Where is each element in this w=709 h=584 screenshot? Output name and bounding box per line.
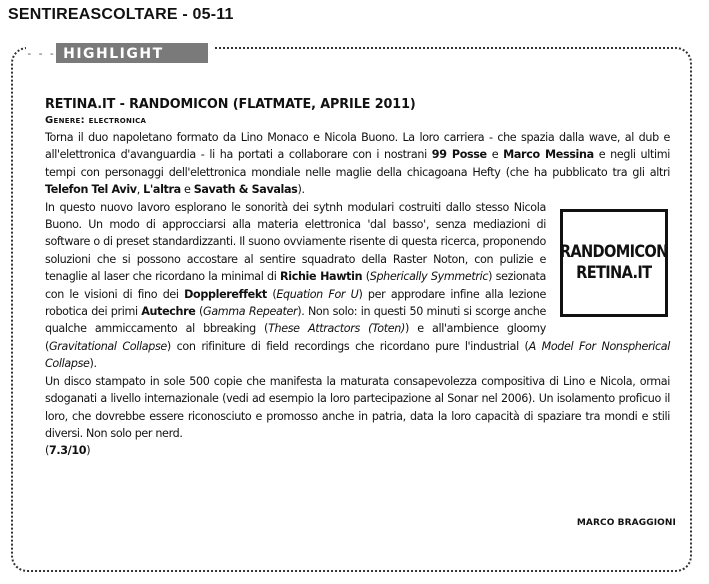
tab-label: HIGHLIGHT (56, 43, 208, 63)
review-content (45, 96, 670, 460)
review-score: (7.3/10) (45, 444, 91, 458)
review-genre: Genere: electronica (45, 115, 147, 126)
cover-line-1: RANDOMICON (560, 241, 668, 262)
album-cover-image (560, 209, 668, 317)
paragraph-3: Un disco stampato in sole 500 copie che manifesta la maturata consapevolezza compositiva di Lino e Nicola, ormai sdoganati a livello internazionale (vedi ad esempio la loro partecipazione al Sonar nel 2006). Un isolamento proficuo il loro, che dovrebbe essere riconosciuto e promosso anche in patria, data la loro capacità di spaziare tra mondi e stili diversi. Non solo per nerd. (45, 374, 670, 440)
review-body (45, 129, 670, 460)
cover-line-2: RETINA.IT (576, 262, 652, 283)
source-header: SENTIREASCOLTARE - 05-11 (8, 6, 234, 23)
paragraph-1: Torna il duo napoletano formato da Lino Monaco e Nicola Buono. La loro carriera - che spazia dalla wave, al dub e all'elettronica d'avanguardia - li ha portati a collaborare con i nostrani 99 Posse e Marco Messina e negli ultimi tempi con personaggi dell'elettronica mondiale nelle maglie della chicagoana Hefty (che ha pubblicato tra gli altri Telefon Tel Aviv, L'altra e Savath & Savalas). (45, 131, 670, 197)
paragraph-2: In questo nuovo lavoro esplorano le sonorità dei sytnh modulari costruiti dallo stesso Nicola Buono. Un modo di approcciarsi alla materia elettronica 'dal basso', senza mediazioni di software o di preset standardizzanti. Il suono ovviamente risente di questa ricerca, proponendo soluzioni che si possono accostare al sentire squadrato della Raster Noton, con pulizie e tenaglie al laser che ricordano la minimal di Richie Hawtin (Spherically Symmetric) sezionata con le visioni di fino dei Dopplereffekt (Equation For U) per approdare infine alla lezione robotica dei primi Autechre (Gamma Repeater). Non solo: in questi 50 minuti si scorge anche qualche ammiccamento al bbreaking (These Attractors (Toten)) e all'ambience gloomy (Gravitational Collapse) con rifiniture di field recordings che ricordano pure l'industrial (A Model For Nonspherical Collapse). (45, 200, 670, 371)
review-author: MARCO BRAGGIONI (576, 518, 676, 528)
section-tab (26, 42, 214, 64)
tab-dashes: - - - (26, 46, 55, 60)
review-title: RETINA.IT - RANDOMICON (FLATMATE, APRILE 2011) (45, 97, 416, 112)
